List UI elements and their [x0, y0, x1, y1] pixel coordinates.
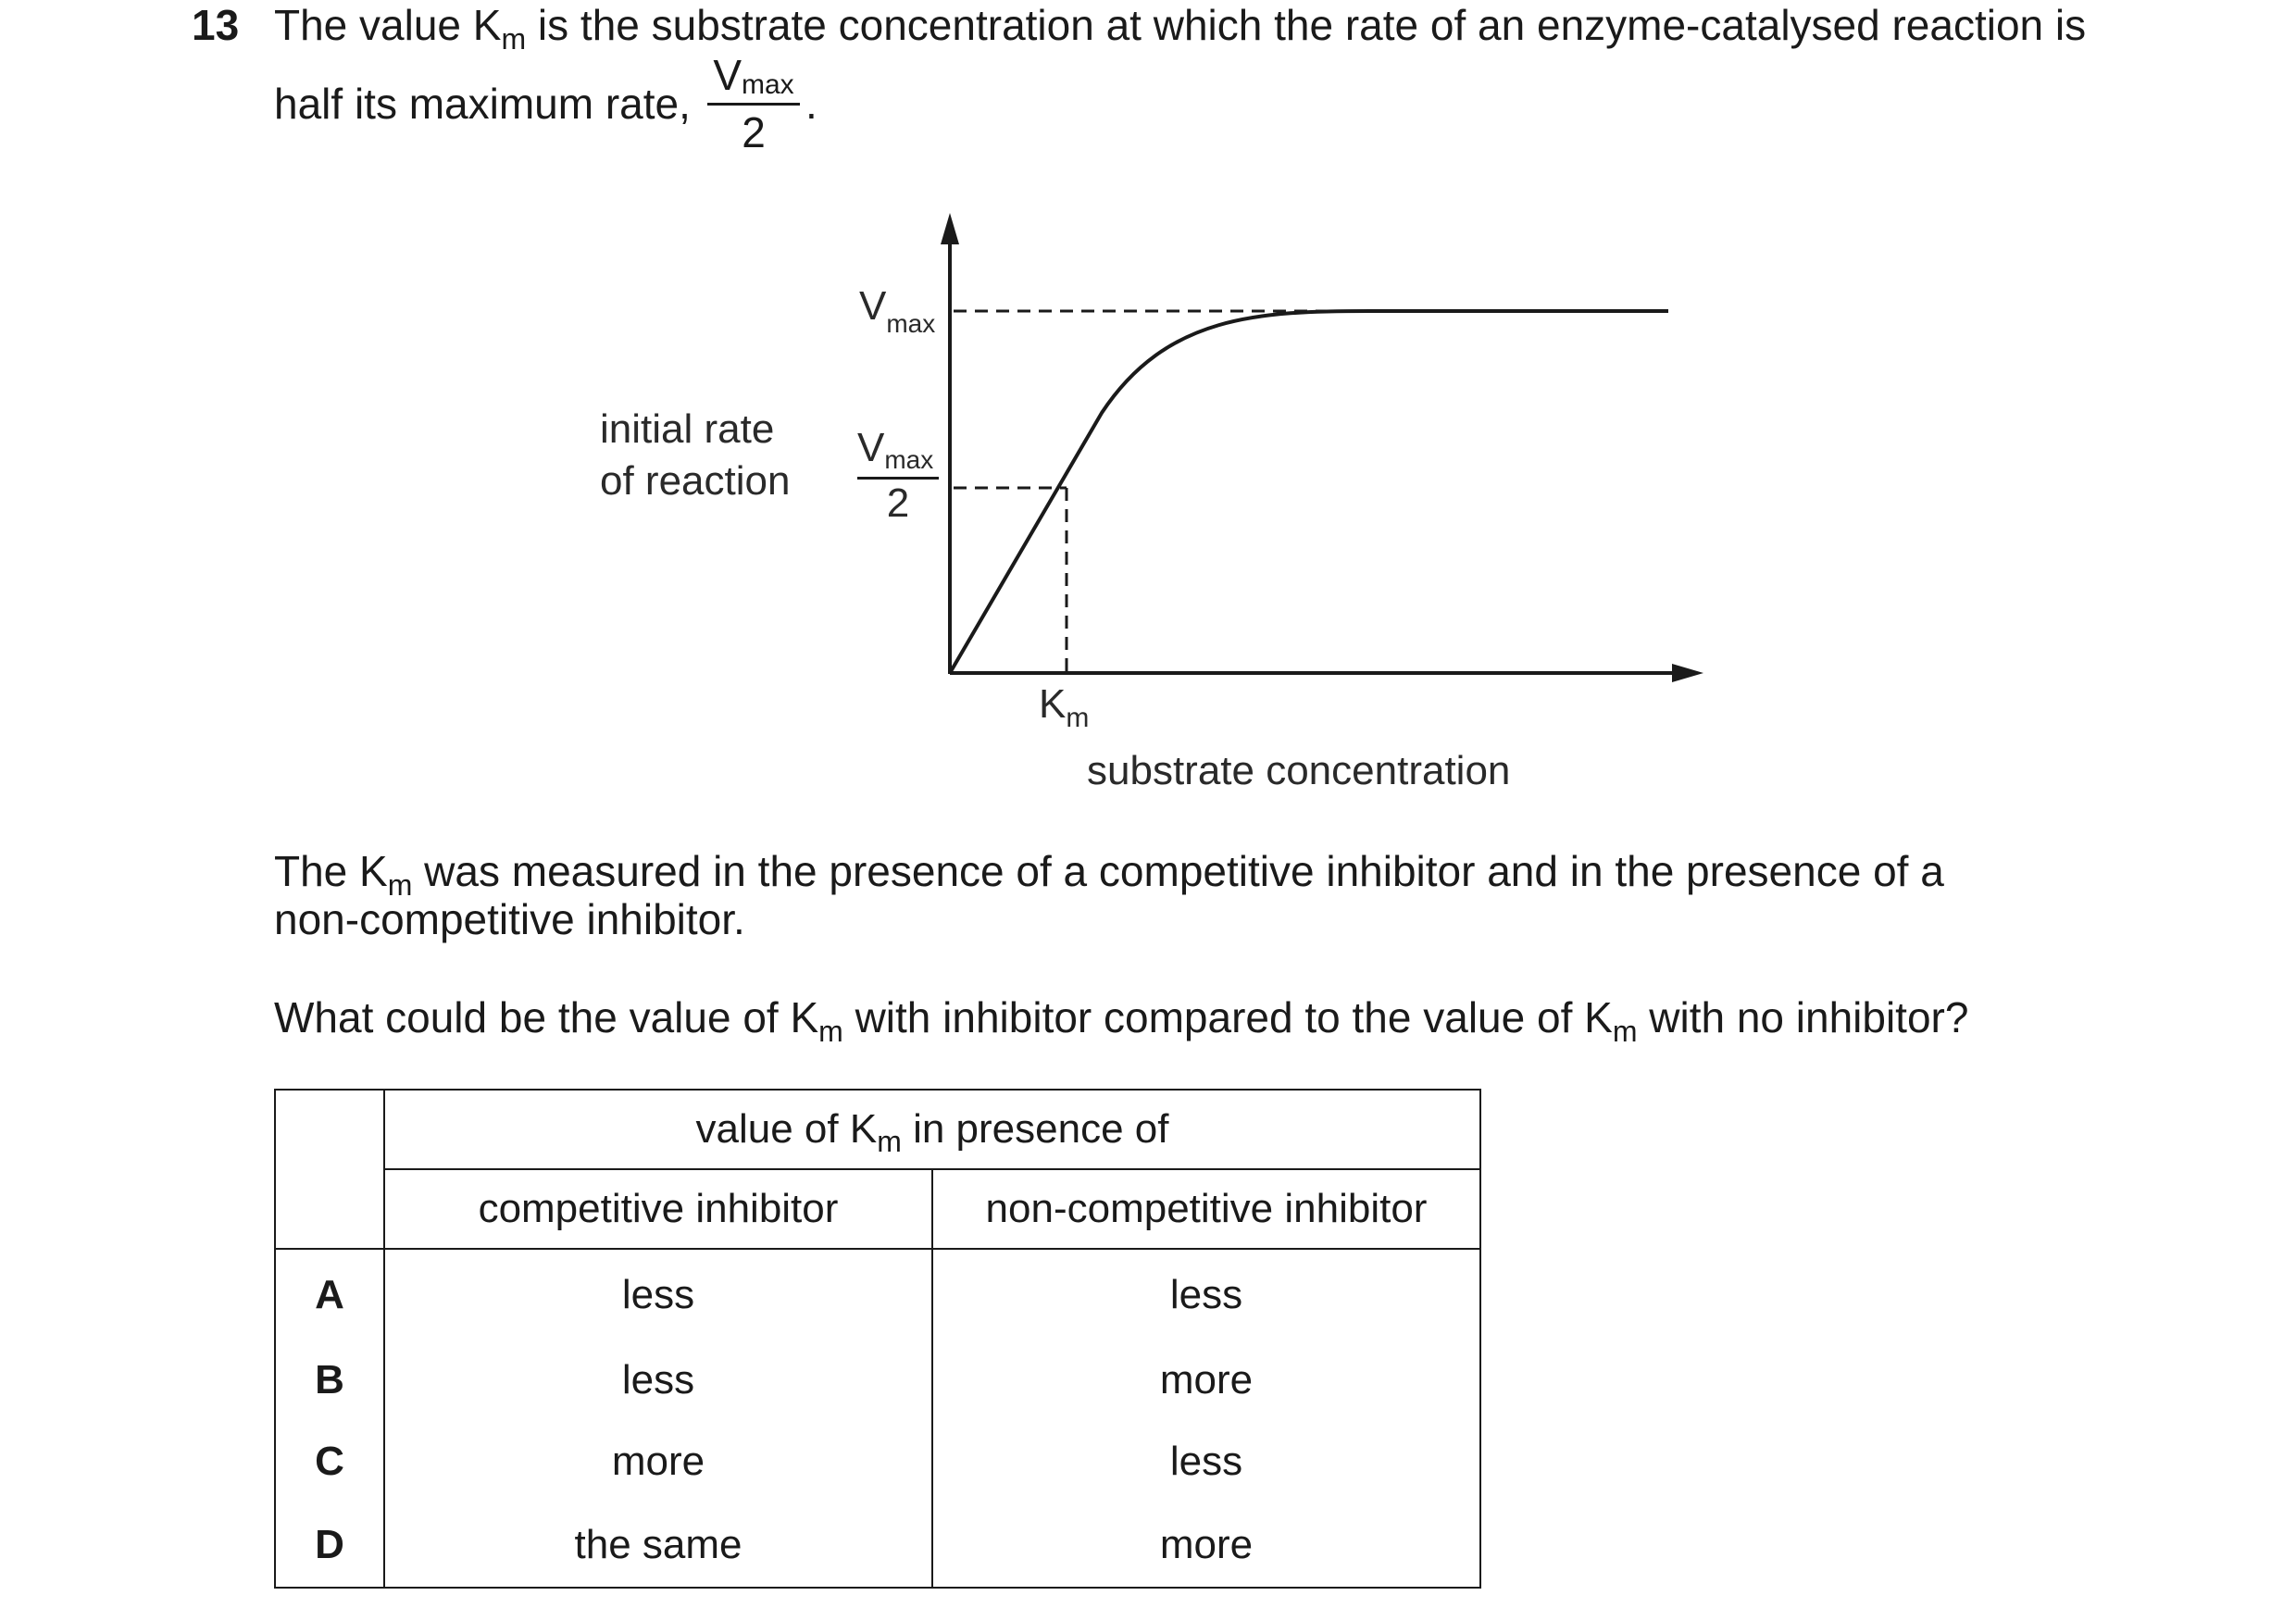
competitive-value: more	[384, 1421, 932, 1502]
noncompetitive-value: more	[932, 1340, 1480, 1421]
column-header-noncompetitive: non-competitive inhibitor	[932, 1169, 1480, 1249]
x-axis-label: substrate concentration	[1087, 748, 1511, 793]
vmax-over-2-fraction: Vmax 2	[707, 54, 800, 154]
option-row[interactable]	[275, 1249, 1480, 1340]
vmax-label: $V_{max}$	[859, 283, 936, 338]
y-axis-label: initial rate of reaction	[600, 406, 791, 504]
column-header-competitive: competitive inhibitor	[384, 1169, 932, 1249]
rate-curve	[950, 311, 1668, 673]
option-row[interactable]	[275, 1340, 1480, 1421]
y-axis-arrow	[941, 213, 959, 244]
noncompetitive-value: more	[932, 1502, 1480, 1588]
competitive-value: less	[384, 1340, 932, 1421]
answer-options-table	[274, 1089, 1481, 1589]
half-vmax-label: Vmax 2	[857, 428, 939, 524]
table-header: value of $K_m$ in presence of	[384, 1090, 1480, 1169]
competitive-value: the same	[384, 1502, 932, 1588]
paragraph-1-line-1: The $K_m$ was measured in the presence of a competitive inhibitor and in the presence of a	[274, 847, 1944, 902]
question-line-1: The value $K_m$ is the substrate concentration at which the rate of an enzyme-catalysed reaction is	[274, 1, 2087, 56]
option-letter[interactable]: A	[275, 1249, 384, 1340]
question-line-2-period: .	[805, 80, 817, 128]
paragraph-1-line-2: non-competitive inhibitor.	[274, 895, 745, 943]
option-letter[interactable]: C	[275, 1421, 384, 1502]
option-letter[interactable]: D	[275, 1502, 384, 1588]
corner-cell	[275, 1090, 384, 1249]
competitive-value: less	[384, 1249, 932, 1340]
noncompetitive-value: less	[932, 1421, 1480, 1502]
option-letter[interactable]: B	[275, 1340, 384, 1421]
km-label: $K_m$	[1039, 681, 1090, 733]
question-prompt: What could be the value of $K_m$ with inhibitor compared to the value of $K_m$ with no inhibitor?	[274, 993, 1969, 1048]
x-axis-arrow	[1672, 664, 1703, 682]
option-row[interactable]	[275, 1421, 1480, 1502]
question-number: 13	[192, 1, 240, 49]
option-row[interactable]	[275, 1502, 1480, 1588]
question-line-2: half its maximum rate,	[274, 80, 691, 128]
noncompetitive-value: less	[932, 1249, 1480, 1340]
